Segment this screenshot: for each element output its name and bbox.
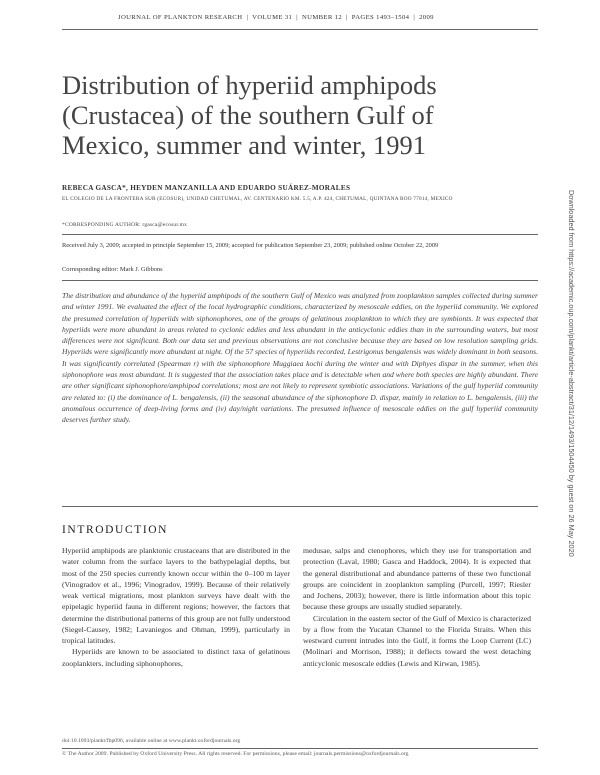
- footer-doi: doi:10.1093/plankt/fbp096, available online at www.plankt.oxfordjournals.org: [62, 738, 241, 744]
- footer-rule: [62, 748, 538, 749]
- year: 2009: [419, 14, 434, 21]
- paragraph: medusae, salps and ctenophores, which they use for transportation and protection (Laval, 1980; Gasca and Haddock, 2004). It is expected that the general distributional and abundance patterns of these two functional groups are coincident in zooplankton sampling (Purcell, 1997; Riesler and Jochens, 2003); however, there is little information about this topic because these groups are usually studied separately.: [303, 546, 531, 612]
- page-range: PAGES 1493–1504: [351, 14, 410, 21]
- volume: VOLUME 31: [252, 14, 293, 21]
- abstract: [62, 290, 538, 426]
- abstract-bottom-rule: [62, 506, 538, 507]
- footer-copyright: © The Author 2009. Published by Oxford University Press. All rights reserved. For permissions, please email: journals.permissions@oxfordjournals.org: [62, 751, 409, 757]
- section-heading: INTRODUCTION: [62, 524, 169, 536]
- affiliation-rule: [62, 234, 538, 235]
- body-column-left: [62, 545, 290, 669]
- received-dates: Received July 3, 2009; accepted in principle September 15, 2009; accepted for publication September 23, 2009; published online October 22, 2009: [62, 242, 439, 249]
- affiliation: EL COLEGIO DE LA FRONTERA SUR (ECOSUR), UNIDAD CHETUMAL, AV. CENTENARIO KM. 5.5, A.P. 424, CHETUMAL, QUINTANA ROO 77014, MEXICO: [62, 196, 453, 202]
- article-title: Distribution of hyperiid amphipods (Crustacea) of the southern Gulf of Mexico, summer and winter, 1991: [62, 70, 437, 160]
- corresponding-author: *CORRESPONDING AUTHOR: rgasca@ecosur.mx: [62, 222, 188, 228]
- paragraph: Hyperiid amphipods are planktonic crustaceans that are distributed in the water column from the surface layers to the bathypelagial depths, but most of the 250 species currently known occur within the 0–100 m layer (Vinogradov et al., 1996; Vinogradov, 1999). Because of their relatively weak vertical migrations, most plankton surveys have dealt with the epipelagic hyperiid fauna in different regions; however, the factors that determine the distributional patterns of this group are not fully understood (Siegel-Causey, 1982; Lavaniegos and Ohman, 1999), particularly in tropical latitudes.: [62, 546, 291, 645]
- corresponding-editor: Corresponding editor: Mark J. Gibbons: [62, 266, 163, 273]
- abstract-top-rule: [62, 280, 538, 281]
- running-header: JOURNAL OF PLANKTON RESEARCH | VOLUME 31 | NUMBER 12 | PAGES 1493–1504 | 2009: [118, 14, 434, 21]
- abstract-text: The distribution and abundance of the hyperiid amphipods of the southern Gulf of Mexico was analyzed from zooplankton samples collected during summer and winter 1991. We evaluated the effect of the local hydrographic conditions, characterized by mesoscale eddies, on the hyperiid community. We explored the presumed correlation of hyperiids with siphonophores, one of the groups of gelatinous zooplankton to which they are symbionts. It was expected that hyperiids were more abundant in areas related to cyclonic eddies and less abundant in the anticyclonic eddies than in the surrounding waters, but most differences were not significant. Both our data set and previous observations are not conclusive because they are based on low resolution sampling grids. Hyperiids were significantly more abundant at night. Of the 57 species of hyperiids recorded, Lestrigonus bengalensis was widely dominant in both seasons. It was significantly correlated (Spearman r) with the siphonophore Muggiaea kochi during the winter and with Diphyes dispar in the summer, when this siphonophore was most abundant. It is suggested that the association takes place and is detectable when and where both species are highly abundant. There are other significant siphonophore/amphipod correlations; most are not likely to represent symbiotic associations. Variations of the gulf hyperiid community are related to: (i) the dominance of L. bengalensis, (ii) the seasonal abundance of the siphonophore D. dispar, mainly in relation to L. bengalensis, (iii) the anomalous occurrence of deep-living forms and (iv) day/night variations. The presumed influence of mesoscale eddies on the gulf hyperiid community deserves further study.: [62, 291, 538, 425]
- paragraph: Hyperiids are known to be associated to distinct taxa of gelatinous zooplankters, including siphonophores,: [62, 647, 290, 668]
- journal-name: JOURNAL OF PLANKTON RESEARCH: [118, 14, 243, 21]
- author-list: REBECA GASCA*, HEYDEN MANZANILLA AND EDUARDO SUÁREZ-MORALES: [62, 184, 351, 192]
- body-column-right: [303, 545, 531, 669]
- paragraph: Circulation in the eastern sector of the Gulf of Mexico is characterized by a flow from the Yucatan Channel to the Florida Straits. When this westward current intrudes into the Gulf, it forms the Loop Current (LC) (Molinari and Morrison, 1988); it deflects toward the west detaching anticyclonic mesoscale eddies (Lewis and Kirwan, 1985).: [303, 613, 531, 668]
- header-rule: [62, 29, 538, 30]
- download-notice[interactable]: Downloaded from https://academic.oup.com/plankt/article-abstract/31/12/1493/1504450 by guest on 26 May 2020: [567, 190, 576, 557]
- issue-number: NUMBER 12: [301, 14, 343, 21]
